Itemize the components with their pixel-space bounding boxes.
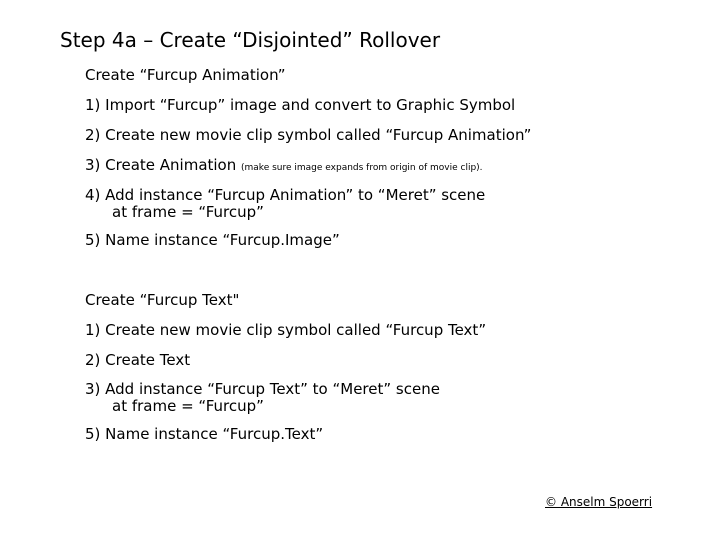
copyright-footer: © Anselm Spoerri [545,495,653,509]
section2-heading: Create “Furcup Text" [85,291,240,309]
section1-step5: 5) Name instance “Furcup.Image” [85,231,340,249]
section1-step3-note: (make sure image expands from origin of movie clip). [241,163,483,173]
section1-step3 [85,157,483,177]
section2-step1: 1) Create new movie clip symbol called “Furcup Text” [85,321,487,339]
section2-step3 [85,381,440,415]
section1-step4 [85,187,485,221]
section1-step4-line2: at frame = “Furcup” [112,203,264,221]
section1-step2: 2) Create new movie clip symbol called “Furcup Animation” [85,126,532,144]
section1-heading: Create “Furcup Animation” [85,66,286,84]
section2-step3-line1: 3) Add instance “Furcup Text” to “Meret” scene [85,380,440,398]
section1-step1: 1) Import “Furcup” image and convert to Graphic Symbol [85,96,516,114]
section2-step3-line2: at frame = “Furcup” [112,397,264,415]
section2-step2: 2) Create Text [85,351,191,369]
section2-step5: 5) Name instance “Furcup.Text” [85,425,324,443]
section1-step3-text: 3) Create Animation [85,156,242,174]
section1-step4-line1: 4) Add instance “Furcup Animation” to “Meret” scene [85,186,486,204]
slide-title: Step 4a – Create “Disjointed” Rollover [60,28,441,52]
